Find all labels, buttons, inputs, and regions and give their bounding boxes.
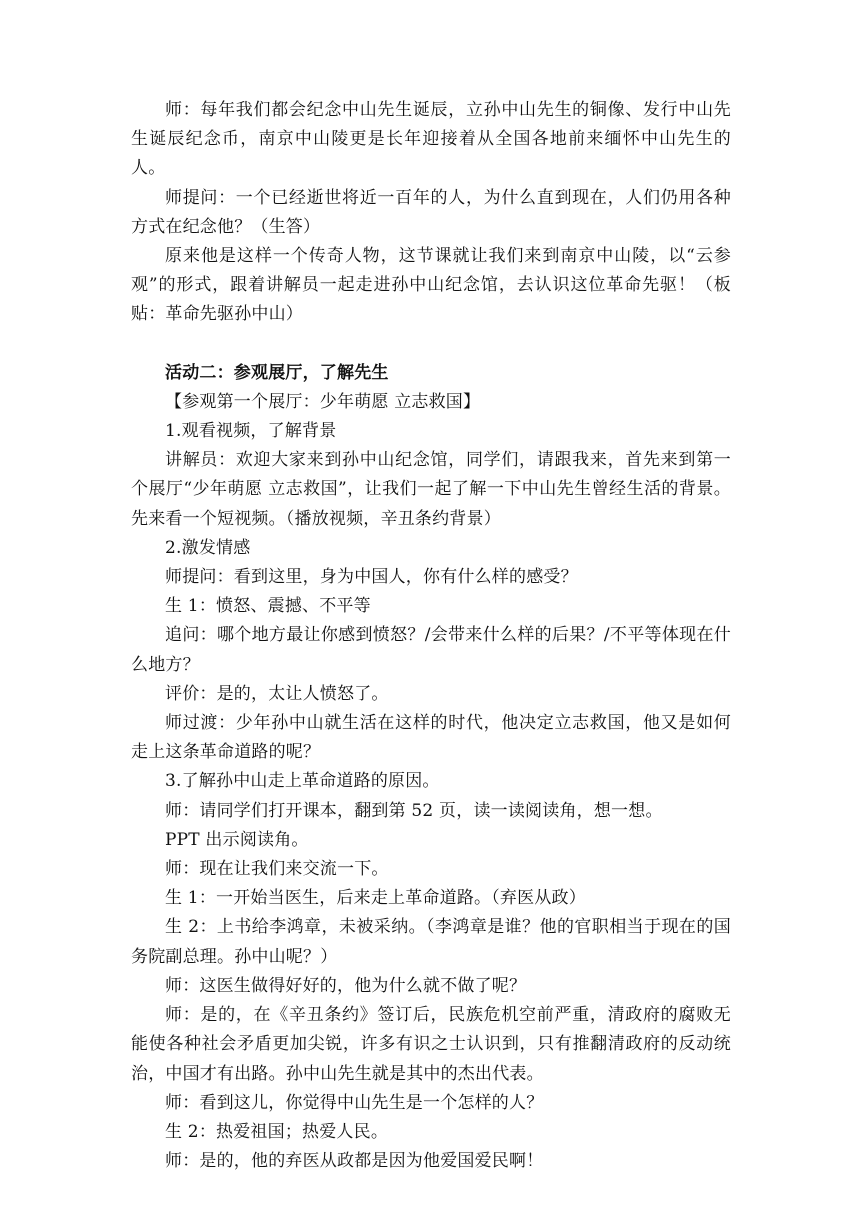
paragraph: 师：每年我们都会纪念中山先生诞辰，立孙中山先生的铜像、发行中山先生诞辰纪念币，南京中山陵更是长年迎接着从全国各地前来缅怀中山先生的人。: [131, 100, 731, 179]
paragraph: 生 2：上书给李鸿章，未被采纳。（李鸿章是谁？他的官职相当于现在的国务院副总理。孙中山呢？）: [131, 917, 731, 967]
blank-line: [131, 330, 731, 359]
paragraph: 原来他是这样一个传奇人物，这节课就让我们来到南京中山陵，以“云参观”的形式，跟着讲解员一起走进孙中山纪念馆，去认识这位革命先驱！（板贴：革命先驱孙中山）: [131, 246, 731, 325]
section-heading: 活动二：参观展厅，了解先生: [165, 362, 389, 383]
document-body: [131, 96, 731, 1176]
paragraph: 生 1：愤怒、震撼、不平等: [165, 596, 371, 617]
paragraph: 生 1：一开始当医生，后来走上革命道路。（弃医从政）: [165, 888, 586, 909]
step-heading: 3.了解孙中山走上革命道路的原因。: [165, 771, 440, 792]
paragraph: 师：是的，在《辛丑条约》签订后，民族危机空前严重，清政府的腐败无能使各种社会矛盾更加尖锐，许多有识之士认识到，只有推翻清政府的反动统治，中国才有出路。孙中山先生就是其中的杰出代表。: [131, 1005, 731, 1084]
paragraph: 师提问：看到这里，身为中国人，你有什么样的感受？: [165, 567, 578, 588]
step-heading: 2.激发情感: [165, 537, 251, 558]
paragraph: PPT 出示阅读角。: [165, 829, 309, 850]
paragraph: 师：看到这儿，你觉得中山先生是一个怎样的人？: [165, 1092, 544, 1113]
paragraph: 师：请同学们打开课本，翻到第 52 页，读一读阅读角，想一想。: [165, 800, 663, 821]
paragraph: 师提问：一个已经逝世将近一百年的人，为什么直到现在，人们仍用各种方式在纪念他？（生答）: [131, 187, 731, 237]
paragraph: 师：是的，他的弃医从政都是因为他爱国爱民啊！: [165, 1151, 544, 1172]
paragraph: 评价：是的，太让人愤怒了。: [165, 683, 389, 704]
paragraph: 生 2：热爱祖国；热爱人民。: [165, 1121, 389, 1142]
paragraph: 师：现在让我们来交流一下。: [165, 859, 389, 880]
paragraph: 师：这医生做得好好的，他为什么就不做了呢？: [165, 975, 527, 996]
paragraph: 师过渡：少年孙中山就生活在这样的时代，他决定立志救国，他又是如何走上这条革命道路的呢？: [131, 713, 731, 763]
paragraph: 追问：哪个地方最让你感到愤怒？/会带来什么样的后果？/不平等体现在什么地方？: [131, 625, 731, 675]
subsection-heading: 【参观第一个展厅：少年萌愿 立志救国】: [165, 391, 481, 412]
paragraph: 讲解员：欢迎大家来到孙中山纪念馆，同学们，请跟我来，首先来到第一个展厅“少年萌愿 立志救国”，让我们一起了解一下中山先生曾经生活的背景。先来看一个短视频。（播放视频，辛丑条约背景）: [131, 450, 731, 529]
step-heading: 1.观看视频，了解背景: [165, 421, 337, 442]
